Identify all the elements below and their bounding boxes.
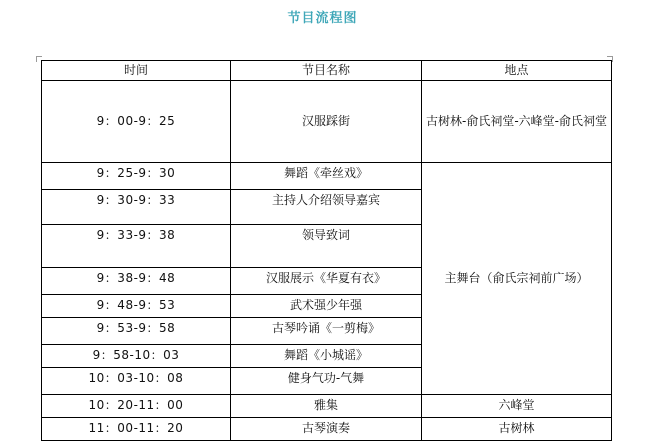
table-row bbox=[42, 81, 612, 163]
cell-time: 9：48-9：53 bbox=[42, 295, 231, 318]
table-header-row bbox=[42, 61, 612, 81]
cell-location: 古树林 bbox=[422, 418, 612, 441]
program-schedule-table bbox=[41, 60, 612, 441]
cell-program: 领导致词 bbox=[231, 225, 422, 268]
cell-location: 古树林-俞氏祠堂-六峰堂-俞氏祠堂 bbox=[422, 81, 612, 163]
cell-time: 9：53-9：58 bbox=[42, 318, 231, 345]
cell-program: 古琴吟诵《一剪梅》 bbox=[231, 318, 422, 345]
table-row bbox=[42, 395, 612, 418]
cell-program: 汉服展示《华夏有衣》 bbox=[231, 268, 422, 295]
cell-time: 9：30-9：33 bbox=[42, 190, 231, 225]
cell-program: 健身气功-气舞 bbox=[231, 368, 422, 395]
cell-location: 六峰堂 bbox=[422, 395, 612, 418]
cell-time: 9：25-9：30 bbox=[42, 163, 231, 190]
cell-program: 主持人介绍领导嘉宾 bbox=[231, 190, 422, 225]
cell-program: 舞蹈《牵丝戏》 bbox=[231, 163, 422, 190]
cell-program: 雅集 bbox=[231, 395, 422, 418]
table-row bbox=[42, 163, 612, 190]
cell-program: 古琴演奏 bbox=[231, 418, 422, 441]
cell-time: 9：33-9：38 bbox=[42, 225, 231, 268]
cell-program: 武术强少年强 bbox=[231, 295, 422, 318]
header-time: 时间 bbox=[42, 61, 231, 81]
header-location: 地点 bbox=[422, 61, 612, 81]
cell-program: 舞蹈《小城谣》 bbox=[231, 345, 422, 368]
cell-time: 9：00-9：25 bbox=[42, 81, 231, 163]
cell-time: 9：38-9：48 bbox=[42, 268, 231, 295]
cell-time: 9：58-10：03 bbox=[42, 345, 231, 368]
cell-time: 11：00-11：20 bbox=[42, 418, 231, 441]
cell-location-merged: 主舞台（俞氏宗祠前广场） bbox=[422, 163, 612, 395]
table-row bbox=[42, 418, 612, 441]
cell-program: 汉服踩街 bbox=[231, 81, 422, 163]
page-title: 节目流程图 bbox=[287, 11, 358, 26]
cell-time: 10：03-10：08 bbox=[42, 368, 231, 395]
cell-time: 10：20-11：00 bbox=[42, 395, 231, 418]
header-program: 节目名称 bbox=[231, 61, 422, 81]
